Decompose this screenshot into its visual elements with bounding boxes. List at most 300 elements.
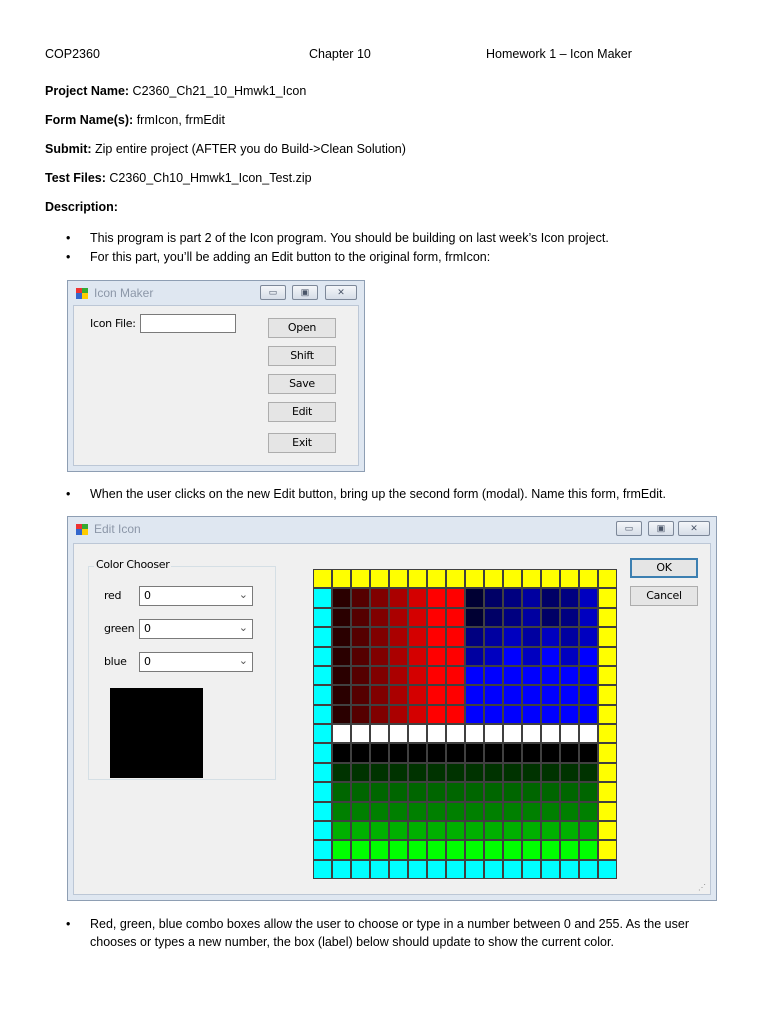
icon-pixel-cell[interactable]: [579, 588, 598, 607]
icon-pixel-cell[interactable]: [522, 627, 541, 646]
icon-pixel-cell[interactable]: [503, 569, 522, 588]
icon-pixel-cell[interactable]: [522, 608, 541, 627]
icon-pixel-cell[interactable]: [408, 569, 427, 588]
project-name-label: Project Name:: [45, 84, 130, 98]
exit-button[interactable]: Exit: [268, 433, 336, 453]
icon-pixel-cell[interactable]: [446, 763, 465, 782]
icon-pixel-cell[interactable]: [408, 685, 427, 704]
icon-pixel-cell[interactable]: [408, 802, 427, 821]
icon-pixel-cell[interactable]: [484, 743, 503, 762]
icon-pixel-cell[interactable]: [560, 724, 579, 743]
icon-pixel-cell[interactable]: [446, 860, 465, 879]
icon-pixel-cell[interactable]: [522, 724, 541, 743]
icon-pixel-cell[interactable]: [541, 821, 560, 840]
icon-pixel-cell[interactable]: [522, 840, 541, 859]
icon-pixel-cell[interactable]: [389, 840, 408, 859]
icon-pixel-cell[interactable]: [541, 647, 560, 666]
icon-pixel-cell[interactable]: [351, 705, 370, 724]
icon-pixel-cell[interactable]: [351, 743, 370, 762]
icon-pixel-cell[interactable]: [427, 705, 446, 724]
icon-pixel-cell[interactable]: [408, 724, 427, 743]
icon-pixel-cell[interactable]: [351, 724, 370, 743]
icon-pixel-cell[interactable]: [465, 705, 484, 724]
icon-pixel-cell[interactable]: [465, 860, 484, 879]
icon-pixel-cell[interactable]: [579, 840, 598, 859]
save-button[interactable]: Save: [268, 374, 336, 394]
icon-pixel-cell[interactable]: [332, 608, 351, 627]
icon-pixel-cell[interactable]: [313, 608, 332, 627]
icon-pixel-cell[interactable]: [332, 569, 351, 588]
icon-pixel-cell[interactable]: [332, 705, 351, 724]
icon-pixel-cell[interactable]: [484, 588, 503, 607]
chevron-down-icon[interactable]: ⌄: [238, 654, 248, 667]
icon-pixel-cell[interactable]: [579, 821, 598, 840]
icon-pixel-cell[interactable]: [522, 821, 541, 840]
icon-pixel-cell[interactable]: [313, 782, 332, 801]
edit-button[interactable]: Edit: [268, 402, 336, 422]
icon-pixel-cell[interactable]: [484, 647, 503, 666]
blue-combo-value: 0: [144, 655, 151, 668]
icon-pixel-cell[interactable]: [598, 588, 617, 607]
icon-pixel-cell[interactable]: [484, 608, 503, 627]
icon-pixel-cell[interactable]: [484, 860, 503, 879]
icon-pixel-cell[interactable]: [598, 647, 617, 666]
description-line: [45, 200, 118, 214]
icon-pixel-cell[interactable]: [446, 782, 465, 801]
icon-pixel-cell[interactable]: [351, 647, 370, 666]
icon-pixel-cell[interactable]: [503, 840, 522, 859]
icon-pixel-cell[interactable]: [408, 743, 427, 762]
icon-pixel-cell[interactable]: [332, 821, 351, 840]
icon-pixel-cell[interactable]: [579, 685, 598, 704]
close-button[interactable]: ✕: [325, 285, 357, 300]
icon-pixel-cell[interactable]: [408, 860, 427, 879]
icon-pixel-cell[interactable]: [541, 743, 560, 762]
icon-pixel-cell[interactable]: [465, 802, 484, 821]
icon-pixel-cell[interactable]: [332, 782, 351, 801]
icon-pixel-cell[interactable]: [503, 685, 522, 704]
icon-pixel-cell[interactable]: [541, 685, 560, 704]
icon-pixel-cell[interactable]: [522, 569, 541, 588]
icon-pixel-cell[interactable]: [522, 860, 541, 879]
icon-maker-titlebar: [68, 281, 364, 305]
icon-pixel-cell[interactable]: [389, 627, 408, 646]
icon-pixel-cell[interactable]: [560, 666, 579, 685]
green-combo[interactable]: [139, 619, 253, 639]
icon-pixel-cell[interactable]: [427, 840, 446, 859]
icon-pixel-cell[interactable]: [579, 724, 598, 743]
icon-pixel-cell[interactable]: [503, 763, 522, 782]
icon-pixel-cell[interactable]: [351, 588, 370, 607]
description-label: Description:: [45, 200, 118, 214]
icon-pixel-cell[interactable]: [465, 588, 484, 607]
icon-pixel-cell[interactable]: [465, 608, 484, 627]
icon-pixel-cell[interactable]: [465, 627, 484, 646]
edit-icon-titlebar: [68, 517, 716, 541]
bullet-text-4: Red, green, blue combo boxes allow the user to choose or type in a number between 0 and 255. As the user chooses or types a new number, the box (label) below should update to show the current color.: [90, 917, 689, 949]
resize-grip-icon[interactable]: ⋰: [698, 883, 706, 892]
icon-pixel-cell[interactable]: [389, 763, 408, 782]
icon-pixel-cell[interactable]: [560, 840, 579, 859]
icon-pixel-cell[interactable]: [503, 588, 522, 607]
icon-pixel-cell[interactable]: [389, 860, 408, 879]
icon-pixel-cell[interactable]: [560, 782, 579, 801]
icon-pixel-cell[interactable]: [446, 724, 465, 743]
icon-pixel-cell[interactable]: [484, 666, 503, 685]
icon-pixel-cell[interactable]: [332, 763, 351, 782]
icon-pixel-cell[interactable]: [541, 782, 560, 801]
icon-pixel-cell[interactable]: [427, 802, 446, 821]
icon-pixel-cell[interactable]: [370, 588, 389, 607]
icon-pixel-cell[interactable]: [427, 608, 446, 627]
icon-pixel-cell[interactable]: [408, 840, 427, 859]
icon-pixel-cell[interactable]: [503, 608, 522, 627]
icon-pixel-cell[interactable]: [522, 782, 541, 801]
shift-button[interactable]: Shift: [268, 346, 336, 366]
icon-pixel-cell[interactable]: [579, 705, 598, 724]
icon-pixel-cell[interactable]: [484, 705, 503, 724]
icon-pixel-cell[interactable]: [484, 840, 503, 859]
icon-pixel-cell[interactable]: [370, 569, 389, 588]
icon-pixel-cell[interactable]: [598, 569, 617, 588]
icon-pixel-cell[interactable]: [370, 763, 389, 782]
icon-pixel-cell[interactable]: [484, 627, 503, 646]
icon-pixel-cell[interactable]: [560, 705, 579, 724]
icon-pixel-cell[interactable]: [598, 666, 617, 685]
minimize-button[interactable]: ▭: [616, 521, 642, 536]
icon-pixel-cell[interactable]: [427, 763, 446, 782]
icon-pixel-cell[interactable]: [408, 608, 427, 627]
bullet-dot: •: [66, 250, 71, 264]
icon-pixel-cell[interactable]: [427, 782, 446, 801]
icon-pixel-cell[interactable]: [465, 724, 484, 743]
icon-pixel-cell[interactable]: [541, 627, 560, 646]
icon-pixel-cell[interactable]: [446, 685, 465, 704]
icon-pixel-cell[interactable]: [389, 608, 408, 627]
icon-pixel-cell[interactable]: [313, 724, 332, 743]
icon-pixel-cell[interactable]: [389, 705, 408, 724]
form-names-label: Form Name(s):: [45, 113, 134, 127]
icon-pixel-cell[interactable]: [541, 763, 560, 782]
icon-pixel-cell[interactable]: [484, 821, 503, 840]
icon-pixel-cell[interactable]: [351, 763, 370, 782]
icon-pixel-cell[interactable]: [465, 743, 484, 762]
icon-pixel-cell[interactable]: [313, 588, 332, 607]
icon-pixel-cell[interactable]: [541, 666, 560, 685]
icon-pixel-cell[interactable]: [370, 821, 389, 840]
icon-pixel-cell[interactable]: [370, 802, 389, 821]
icon-pixel-cell[interactable]: [465, 685, 484, 704]
icon-pixel-cell[interactable]: [560, 569, 579, 588]
color-preview-box: [110, 688, 203, 778]
red-label: red: [104, 589, 122, 602]
icon-pixel-cell[interactable]: [446, 666, 465, 685]
edit-icon-title: Edit Icon: [94, 522, 141, 536]
icon-pixel-cell[interactable]: [579, 647, 598, 666]
red-combo[interactable]: [139, 586, 253, 606]
icon-pixel-cell[interactable]: [522, 705, 541, 724]
icon-pixel-cell[interactable]: [579, 666, 598, 685]
icon-pixel-cell[interactable]: [503, 724, 522, 743]
icon-pixel-cell[interactable]: [313, 763, 332, 782]
icon-pixel-grid[interactable]: [313, 569, 617, 879]
icon-maker-title: Icon Maker: [94, 286, 154, 300]
icon-pixel-cell[interactable]: [541, 705, 560, 724]
icon-pixel-cell[interactable]: [522, 588, 541, 607]
icon-pixel-cell[interactable]: [484, 724, 503, 743]
test-files-line: [45, 171, 312, 185]
test-files-label: Test Files:: [45, 171, 106, 185]
icon-pixel-cell[interactable]: [560, 821, 579, 840]
icon-pixel-cell[interactable]: [332, 743, 351, 762]
minimize-button[interactable]: ▭: [260, 285, 286, 300]
icon-pixel-cell[interactable]: [427, 588, 446, 607]
icon-pixel-cell[interactable]: [446, 821, 465, 840]
icon-pixel-cell[interactable]: [579, 608, 598, 627]
bullet-dot: •: [66, 487, 71, 501]
icon-pixel-cell[interactable]: [370, 782, 389, 801]
icon-pixel-cell[interactable]: [503, 647, 522, 666]
maximize-button[interactable]: ▣: [292, 285, 318, 300]
icon-pixel-cell[interactable]: [522, 802, 541, 821]
icon-pixel-cell[interactable]: [446, 802, 465, 821]
icon-pixel-cell[interactable]: [503, 821, 522, 840]
icon-pixel-cell[interactable]: [579, 782, 598, 801]
icon-pixel-cell[interactable]: [522, 763, 541, 782]
icon-pixel-cell[interactable]: [389, 647, 408, 666]
icon-pixel-cell[interactable]: [560, 763, 579, 782]
icon-pixel-cell[interactable]: [465, 840, 484, 859]
icon-pixel-cell[interactable]: [503, 743, 522, 762]
icon-pixel-cell[interactable]: [427, 724, 446, 743]
icon-pixel-cell[interactable]: [389, 666, 408, 685]
icon-pixel-cell[interactable]: [313, 705, 332, 724]
icon-pixel-cell[interactable]: [484, 782, 503, 801]
icon-pixel-cell[interactable]: [351, 782, 370, 801]
icon-pixel-cell[interactable]: [389, 569, 408, 588]
icon-pixel-cell[interactable]: [598, 608, 617, 627]
icon-pixel-cell[interactable]: [389, 821, 408, 840]
icon-pixel-cell[interactable]: [408, 763, 427, 782]
icon-file-input[interactable]: [140, 314, 236, 333]
icon-pixel-cell[interactable]: [560, 802, 579, 821]
icon-pixel-cell[interactable]: [541, 588, 560, 607]
icon-pixel-cell[interactable]: [503, 705, 522, 724]
icon-pixel-cell[interactable]: [541, 724, 560, 743]
icon-pixel-cell[interactable]: [389, 802, 408, 821]
icon-pixel-cell[interactable]: [503, 627, 522, 646]
icon-pixel-cell[interactable]: [370, 840, 389, 859]
icon-pixel-cell[interactable]: [465, 782, 484, 801]
icon-pixel-cell[interactable]: [579, 569, 598, 588]
cancel-button[interactable]: Cancel: [630, 586, 698, 606]
icon-pixel-cell[interactable]: [560, 647, 579, 666]
icon-pixel-cell[interactable]: [598, 627, 617, 646]
icon-pixel-cell[interactable]: [427, 743, 446, 762]
icon-pixel-cell[interactable]: [446, 705, 465, 724]
icon-pixel-cell[interactable]: [408, 821, 427, 840]
icon-pixel-cell[interactable]: [465, 763, 484, 782]
icon-pixel-cell[interactable]: [370, 705, 389, 724]
icon-pixel-cell[interactable]: [351, 569, 370, 588]
icon-pixel-cell[interactable]: [408, 588, 427, 607]
icon-pixel-cell[interactable]: [503, 782, 522, 801]
icon-pixel-cell[interactable]: [598, 821, 617, 840]
icon-pixel-cell[interactable]: [370, 743, 389, 762]
icon-pixel-cell[interactable]: [446, 840, 465, 859]
icon-pixel-cell[interactable]: [427, 860, 446, 879]
icon-pixel-cell[interactable]: [598, 724, 617, 743]
icon-pixel-cell[interactable]: [446, 647, 465, 666]
icon-pixel-cell[interactable]: [313, 821, 332, 840]
icon-pixel-cell[interactable]: [427, 647, 446, 666]
chapter-title: Chapter 10: [309, 47, 371, 61]
icon-pixel-cell[interactable]: [389, 743, 408, 762]
icon-pixel-cell[interactable]: [332, 685, 351, 704]
icon-pixel-cell[interactable]: [560, 743, 579, 762]
icon-pixel-cell[interactable]: [332, 588, 351, 607]
icon-pixel-cell[interactable]: [351, 840, 370, 859]
icon-pixel-cell[interactable]: [408, 666, 427, 685]
icon-pixel-cell[interactable]: [370, 647, 389, 666]
icon-pixel-cell[interactable]: [370, 627, 389, 646]
icon-pixel-cell[interactable]: [465, 569, 484, 588]
icon-pixel-cell[interactable]: [541, 802, 560, 821]
icon-pixel-cell[interactable]: [560, 685, 579, 704]
maximize-button[interactable]: ▣: [648, 521, 674, 536]
icon-pixel-cell[interactable]: [579, 627, 598, 646]
icon-pixel-cell[interactable]: [598, 705, 617, 724]
chevron-down-icon[interactable]: ⌄: [238, 621, 248, 634]
icon-pixel-cell[interactable]: [560, 860, 579, 879]
icon-pixel-cell[interactable]: [389, 588, 408, 607]
icon-pixel-cell[interactable]: [370, 860, 389, 879]
icon-pixel-cell[interactable]: [332, 840, 351, 859]
icon-pixel-cell[interactable]: [370, 724, 389, 743]
icon-pixel-cell[interactable]: [446, 627, 465, 646]
icon-pixel-cell[interactable]: [351, 860, 370, 879]
icon-pixel-cell[interactable]: [465, 666, 484, 685]
icon-pixel-cell[interactable]: [522, 685, 541, 704]
icon-pixel-cell[interactable]: [313, 860, 332, 879]
icon-pixel-cell[interactable]: [446, 588, 465, 607]
open-button[interactable]: Open: [268, 318, 336, 338]
icon-pixel-cell[interactable]: [313, 743, 332, 762]
chevron-down-icon[interactable]: ⌄: [238, 588, 248, 601]
icon-pixel-cell[interactable]: [351, 802, 370, 821]
icon-pixel-cell[interactable]: [579, 860, 598, 879]
icon-pixel-cell[interactable]: [503, 802, 522, 821]
icon-pixel-cell[interactable]: [560, 627, 579, 646]
icon-pixel-cell[interactable]: [598, 860, 617, 879]
icon-pixel-cell[interactable]: [313, 802, 332, 821]
icon-pixel-cell[interactable]: [313, 685, 332, 704]
icon-pixel-cell[interactable]: [332, 802, 351, 821]
icon-pixel-cell[interactable]: [408, 782, 427, 801]
icon-pixel-cell[interactable]: [427, 627, 446, 646]
close-button[interactable]: ✕: [678, 521, 710, 536]
blue-combo[interactable]: [139, 652, 253, 672]
icon-pixel-cell[interactable]: [579, 802, 598, 821]
icon-pixel-cell[interactable]: [484, 763, 503, 782]
icon-pixel-cell[interactable]: [446, 608, 465, 627]
icon-pixel-cell[interactable]: [484, 569, 503, 588]
icon-pixel-cell[interactable]: [503, 860, 522, 879]
icon-pixel-cell[interactable]: [522, 647, 541, 666]
icon-pixel-cell[interactable]: [598, 763, 617, 782]
icon-pixel-cell[interactable]: [370, 685, 389, 704]
icon-pixel-cell[interactable]: [427, 685, 446, 704]
icon-pixel-cell[interactable]: [598, 743, 617, 762]
icon-pixel-cell[interactable]: [370, 666, 389, 685]
icon-pixel-cell[interactable]: [389, 782, 408, 801]
icon-pixel-cell[interactable]: [446, 569, 465, 588]
project-name-value: C2360_Ch21_10_Hmwk1_Icon: [132, 84, 307, 98]
icon-pixel-cell[interactable]: [579, 743, 598, 762]
bullet-text-3: When the user clicks on the new Edit button, bring up the second form (modal). Name this form, frmEdit.: [90, 487, 666, 501]
icon-pixel-cell[interactable]: [351, 821, 370, 840]
icon-pixel-cell[interactable]: [351, 666, 370, 685]
icon-pixel-cell[interactable]: [522, 743, 541, 762]
icon-pixel-cell[interactable]: [408, 627, 427, 646]
icon-pixel-cell[interactable]: [408, 647, 427, 666]
icon-pixel-cell[interactable]: [598, 840, 617, 859]
icon-pixel-cell[interactable]: [332, 860, 351, 879]
icon-pixel-cell[interactable]: [351, 627, 370, 646]
icon-pixel-cell[interactable]: [541, 840, 560, 859]
icon-pixel-cell[interactable]: [313, 627, 332, 646]
icon-pixel-cell[interactable]: [351, 685, 370, 704]
icon-pixel-cell[interactable]: [313, 666, 332, 685]
icon-pixel-cell[interactable]: [541, 608, 560, 627]
icon-pixel-cell[interactable]: [484, 685, 503, 704]
icon-pixel-cell[interactable]: [427, 821, 446, 840]
icon-pixel-cell[interactable]: [579, 763, 598, 782]
icon-pixel-cell[interactable]: [332, 724, 351, 743]
icon-pixel-cell[interactable]: [598, 685, 617, 704]
icon-pixel-cell[interactable]: [408, 705, 427, 724]
icon-pixel-cell[interactable]: [351, 608, 370, 627]
icon-pixel-cell[interactable]: [389, 724, 408, 743]
icon-pixel-cell[interactable]: [370, 608, 389, 627]
icon-pixel-cell[interactable]: [332, 666, 351, 685]
icon-pixel-cell[interactable]: [598, 782, 617, 801]
icon-pixel-cell[interactable]: [313, 840, 332, 859]
icon-pixel-cell[interactable]: [446, 743, 465, 762]
icon-pixel-cell[interactable]: [484, 802, 503, 821]
icon-pixel-cell[interactable]: [313, 569, 332, 588]
icon-pixel-cell[interactable]: [427, 569, 446, 588]
submit-line: [45, 142, 406, 156]
icon-pixel-cell[interactable]: [541, 860, 560, 879]
icon-pixel-cell[interactable]: [389, 685, 408, 704]
icon-pixel-cell[interactable]: [560, 588, 579, 607]
icon-pixel-cell[interactable]: [465, 647, 484, 666]
icon-pixel-cell[interactable]: [541, 569, 560, 588]
icon-pixel-cell[interactable]: [503, 666, 522, 685]
icon-pixel-cell[interactable]: [465, 821, 484, 840]
icon-pixel-cell[interactable]: [332, 647, 351, 666]
icon-pixel-cell[interactable]: [332, 627, 351, 646]
test-files-value: C2360_Ch10_Hmwk1_Icon_Test.zip: [109, 171, 312, 185]
icon-pixel-cell[interactable]: [313, 647, 332, 666]
icon-pixel-cell[interactable]: [427, 666, 446, 685]
ok-button[interactable]: OK: [630, 558, 698, 578]
icon-pixel-cell[interactable]: [598, 802, 617, 821]
app-icon: [76, 524, 88, 535]
icon-pixel-cell[interactable]: [560, 608, 579, 627]
icon-pixel-cell[interactable]: [522, 666, 541, 685]
